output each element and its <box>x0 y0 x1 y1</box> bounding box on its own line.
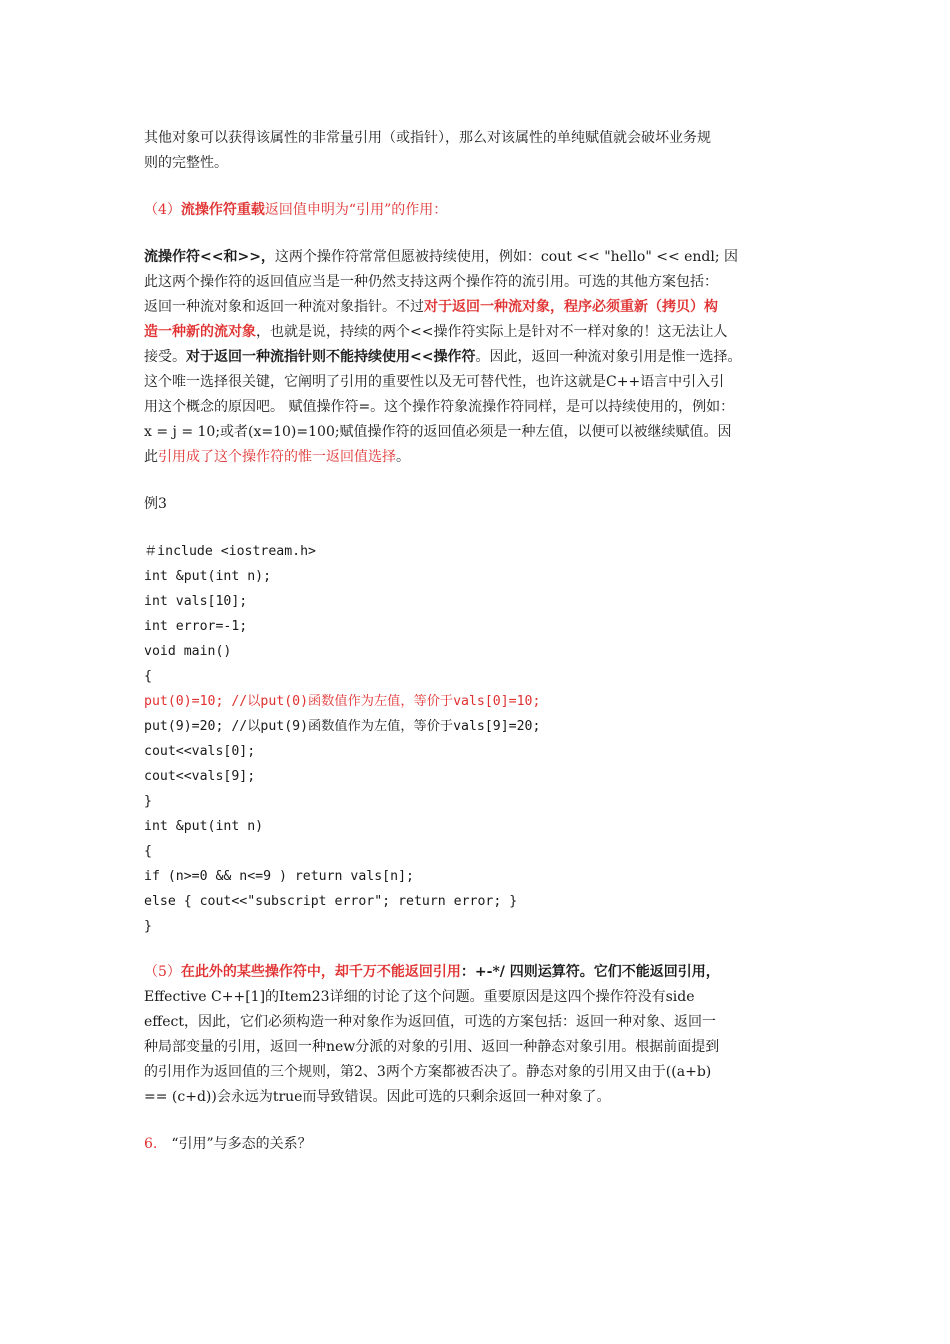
code-line: } <box>144 794 152 809</box>
paragraph-line: 用这个概念的原因吧。 赋值操作符=。这个操作符象流操作符同样，是可以持续使用的，例如： <box>144 399 735 415</box>
code-line: void main() <box>144 644 232 659</box>
paragraph-line: Effective C++[1]的Item23详细的讨论了这个问题。重要原因是这四个操作符没有side <box>144 989 695 1005</box>
code-line: int error=-1; <box>144 619 248 634</box>
code-line: int &put(int n) <box>144 819 264 834</box>
bold-term: 对于返回一种流指针则不能持续使用<<操作符 <box>186 349 476 365</box>
code-line: { <box>144 844 152 859</box>
code-line: int vals[10]; <box>144 594 248 609</box>
code-line: if (n>=0 && n<=9 ) return vals[n]; <box>144 869 414 884</box>
paragraph-line <box>144 445 410 470</box>
heading-title: “引用”与多态的关系？ <box>171 1136 312 1152</box>
paragraph-line: 种局部变量的引用，返回一种new分派的对象的引用、返回一种静态对象引用。根据前面提到 <box>144 1039 720 1055</box>
highlight-span: 在此外的某些操作符中，却千万不能返回引用 <box>180 964 461 980</box>
text-span: 这两个操作符常常但愿被持续使用，例如：cout << "hello" << endl; 因 <box>274 249 739 265</box>
code-line: int &put(int n); <box>144 569 272 584</box>
code-line: } <box>144 919 152 934</box>
heading-number: 6. <box>144 1136 158 1152</box>
text-span: ，也就是说，持续的两个<<操作符实际上是针对不一样对象的！这无法让人 <box>256 324 728 340</box>
section-heading-6 <box>144 1132 312 1157</box>
heading-keyword: 流操作符重载 <box>180 202 265 218</box>
heading-number: （4） <box>144 202 181 218</box>
text-span: 返回一种流对象和返回一种流对象指针。不过 <box>144 299 424 315</box>
heading-number: （5） <box>144 964 181 980</box>
heading-title: 返回值申明为“引用”的作用： <box>264 202 448 218</box>
bold-term: 流操作符<<和>>， <box>144 249 275 265</box>
highlight-span: 引用成了这个操作符的惟一返回值选择 <box>158 449 396 465</box>
code-line-comment: put(0)=10; //以put(0)函数值作为左值，等价于vals[0]=10; <box>144 694 541 709</box>
section-heading-4 <box>144 198 447 223</box>
paragraph-line <box>144 345 741 370</box>
paragraph-line: effect，因此，它们必须构造一种对象作为返回值，可选的方案包括：返回一种对象、返回一 <box>144 1014 716 1030</box>
example-label: 例3 <box>144 496 167 512</box>
paragraph-line: 这个唯一选择很关键，它阐明了引用的重要性以及无可替代性，也许这就是C++语言中引入引 <box>144 374 725 390</box>
paragraph-line: 其他对象可以获得该属性的非常量引用（或指针），那么对该属性的单纯赋值就会破坏业务规 <box>144 130 711 146</box>
paragraph-line: 此这两个操作符的返回值应当是一种仍然支持这两个操作符的流引用。可选的其他方案包括： <box>144 274 718 290</box>
code-line: { <box>144 669 152 684</box>
paragraph-line <box>144 320 727 345</box>
bold-term: ：+-*/ 四则运算符。它们不能返回引用， <box>460 964 720 980</box>
paragraph-line: x = j = 10;或者(x=10)=100;赋值操作符的返回值必须是一种左值，以便可以被继续赋值。因 <box>144 424 732 440</box>
code-line: cout<<vals[9]; <box>144 769 256 784</box>
code-line: cout<<vals[0]; <box>144 744 256 759</box>
section-heading-5 <box>144 960 720 985</box>
text-span: 。因此，返回一种流对象引用是惟一选择。 <box>475 349 742 365</box>
text-span: 。 <box>396 449 410 465</box>
paragraph-line: == (c+d))会永远为true而导致错误。因此可选的只剩余返回一种对象了。 <box>144 1089 611 1105</box>
highlight-span: 造一种新的流对象 <box>144 324 256 340</box>
code-line: ＃include <iostream.h> <box>144 544 316 559</box>
code-line: else { cout<<"subscript error"; return error; } <box>144 894 518 909</box>
paragraph-line <box>144 245 738 270</box>
code-line: put(9)=20; //以put(9)函数值作为左值，等价于vals[9]=20; <box>144 719 541 734</box>
paragraph-line <box>144 295 718 320</box>
text-span: 接受。 <box>144 349 186 365</box>
paragraph-line: 则的完整性。 <box>144 155 228 171</box>
highlight-span: 对于返回一种流对象，程序必须重新（拷贝）构 <box>424 299 718 315</box>
paragraph-line: 的引用作为返回值的三个规则，第2、3两个方案都被否决了。静态对象的引用又由于((a+b) <box>144 1064 712 1080</box>
text-span: 此 <box>144 449 158 465</box>
